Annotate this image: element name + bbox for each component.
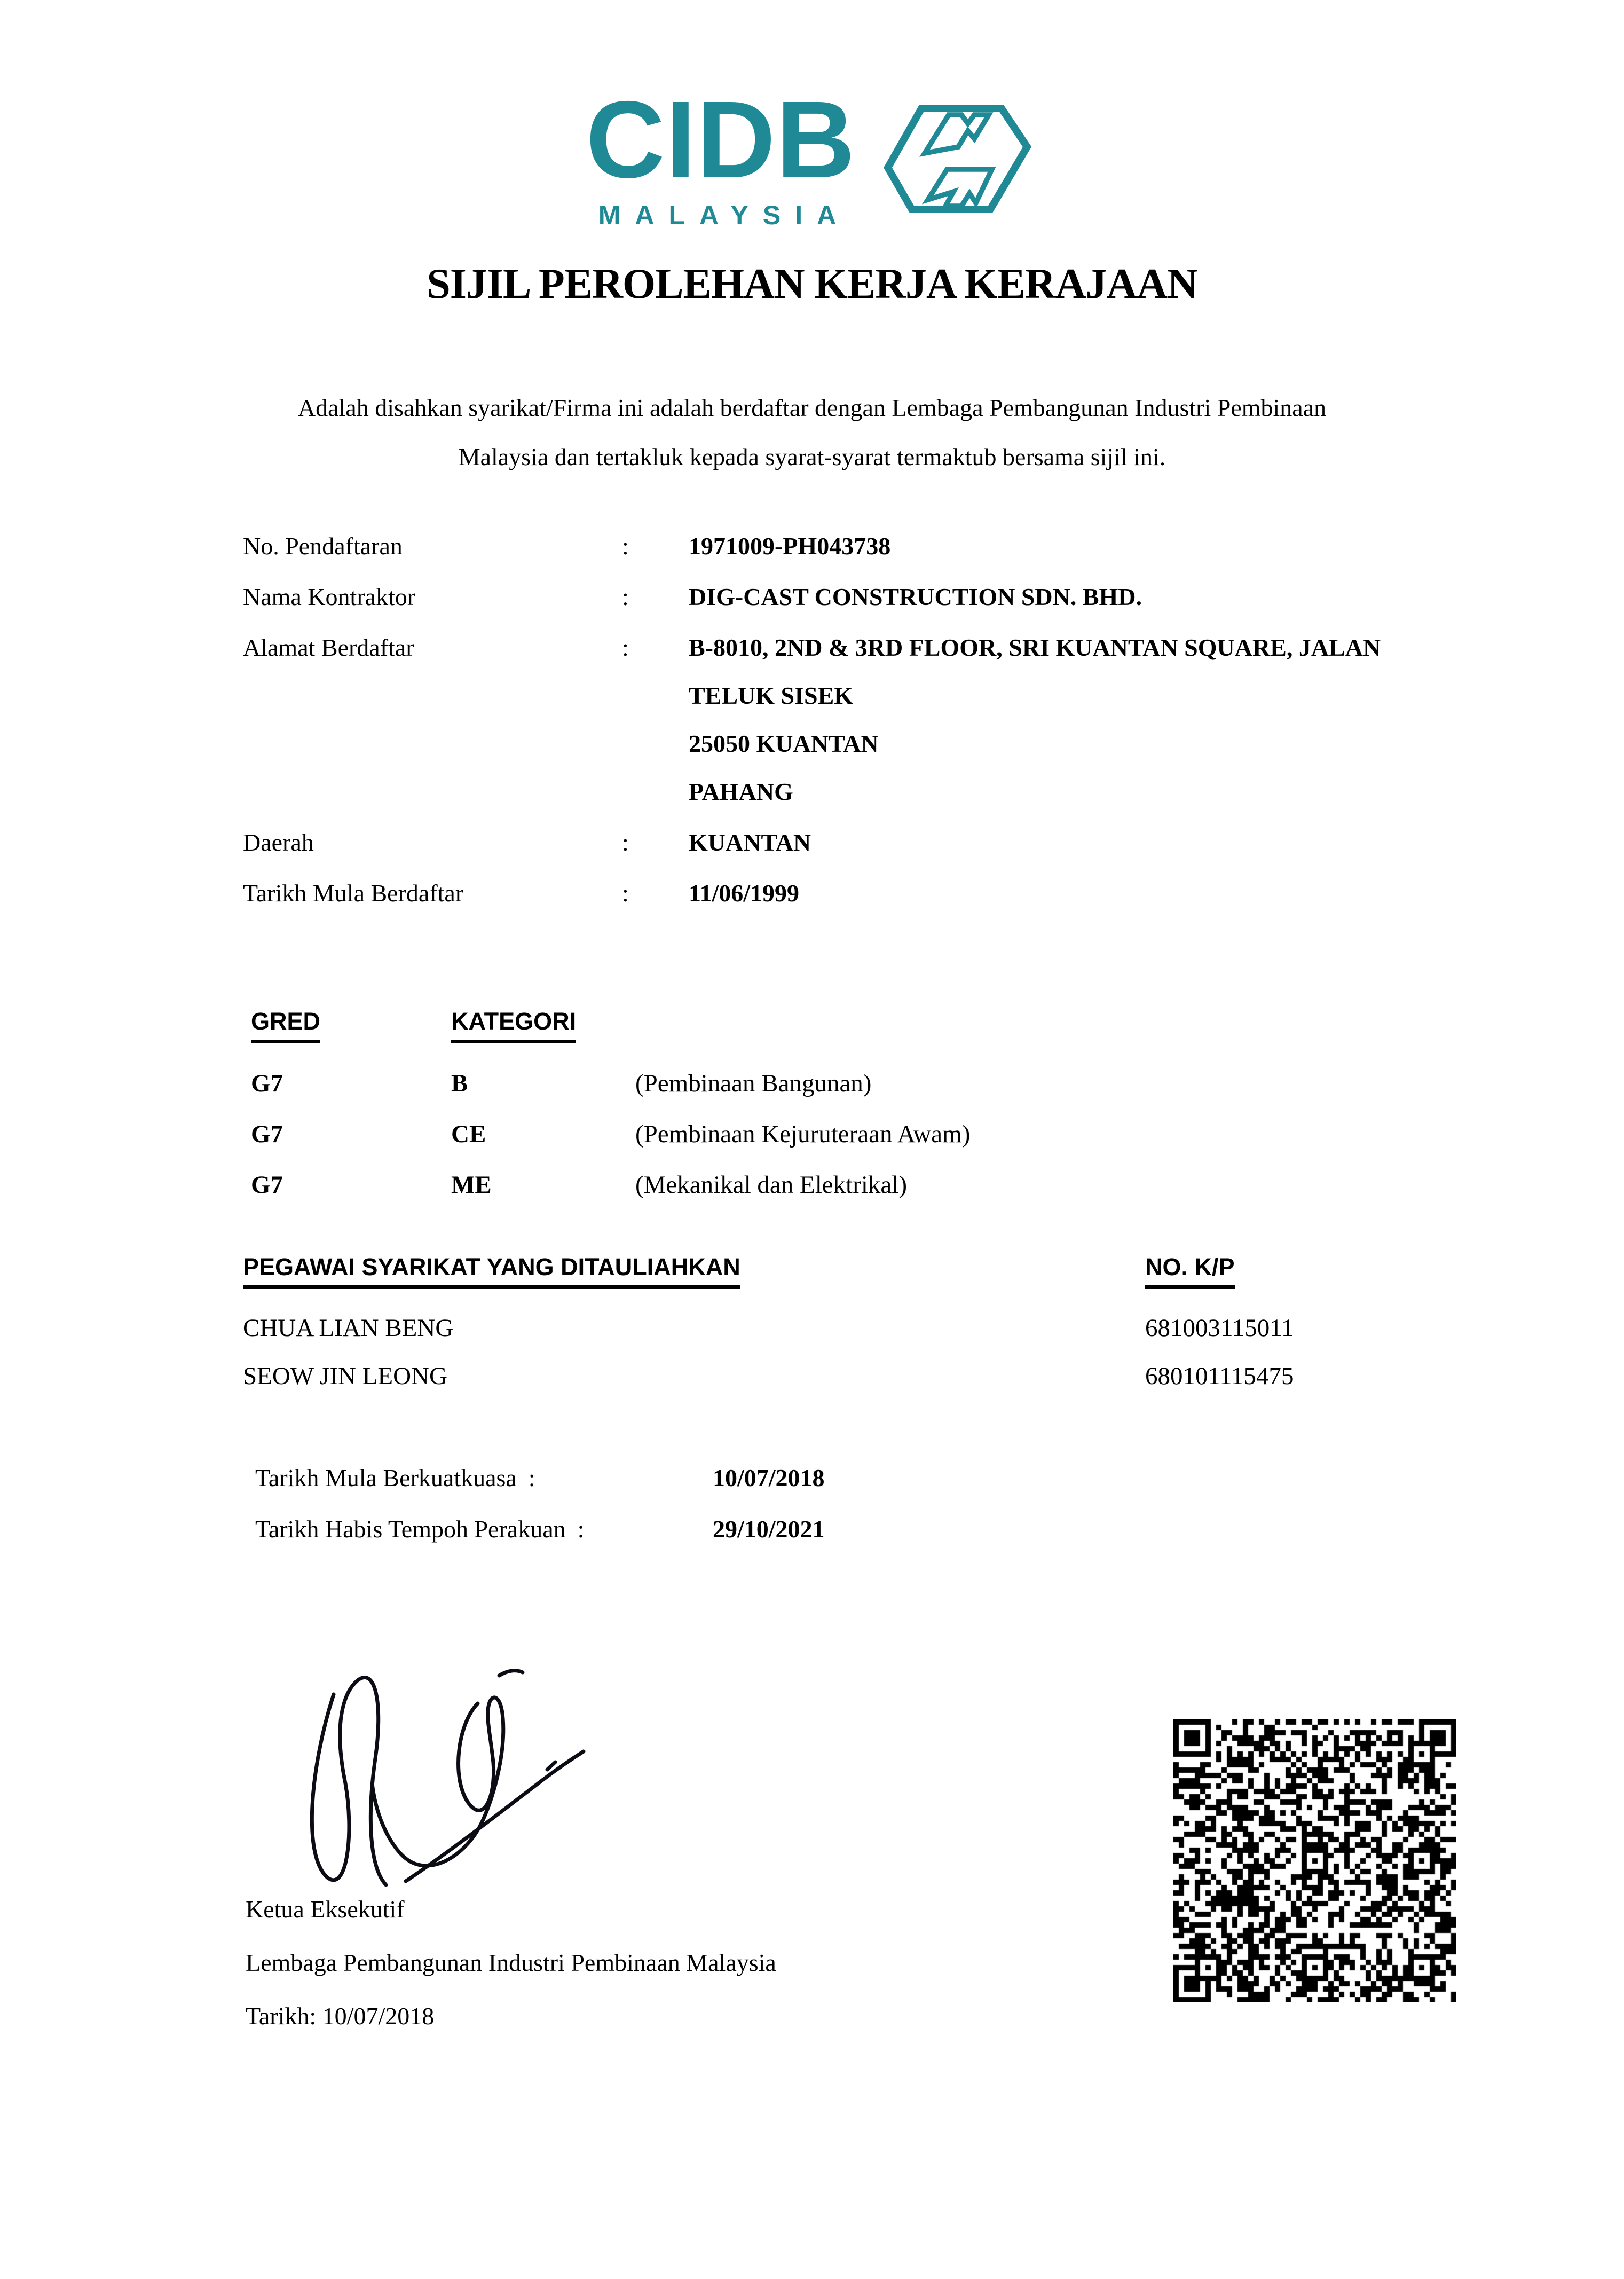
cidb-country-text: MALAYSIA: [598, 200, 851, 230]
registration-details: [243, 533, 1524, 931]
address-line-1: B-8010, 2ND & 3RD FLOOR, SRI KUANTAN SQUARE, JALAN: [689, 634, 1381, 661]
colon-separator: :: [577, 1515, 585, 1543]
colon-separator: :: [528, 1464, 535, 1491]
qr-code: [1173, 1719, 1456, 2002]
effective-date-value: 10/07/2018: [713, 1464, 825, 1491]
category-description: (Pembinaan Bangunan): [635, 1070, 872, 1097]
colon-separator: :: [622, 829, 629, 856]
address-line-2: TELUK SISEK: [689, 682, 854, 709]
registered-address-label: Alamat Berdaftar: [243, 634, 414, 661]
expiry-date-value: 29/10/2021: [713, 1515, 825, 1543]
officers-header-row: [243, 1254, 1391, 1291]
grade-row-b: [251, 1070, 1319, 1097]
signoff-block: [246, 1896, 776, 2056]
district-value: KUANTAN: [689, 829, 811, 856]
officer-ic-number: 680101115475: [1145, 1362, 1294, 1390]
expiry-date-row: [255, 1515, 1109, 1543]
colon-separator: :: [622, 879, 629, 907]
first-registered-date-value: 11/06/1999: [689, 879, 800, 907]
effective-date-row: [255, 1464, 1109, 1492]
signoff-role: Ketua Eksekutif: [246, 1896, 405, 1923]
effective-date-label: [255, 1464, 713, 1492]
contractor-name-value: DIG-CAST CONSTRUCTION SDN. BHD.: [689, 583, 1142, 610]
first-registered-date-label: Tarikh Mula Berdaftar: [243, 879, 464, 907]
grade-table-header: [251, 1008, 1319, 1043]
grade-row-ce: [251, 1121, 1319, 1148]
intro-line-1: Adalah disahkan syarikat/Firma ini adalah berdaftar dengan Lembaga Pembangunan Industri Pembinaan: [297, 394, 1327, 421]
intro-paragraph: [0, 383, 1624, 482]
cidb-brand-text: CIDB: [586, 78, 856, 201]
authorised-officers-section: [243, 1253, 1391, 1390]
intro-line-2: Malaysia dan tertakluk kepada syarat-syarat termaktub bersama sijil ini.: [458, 443, 1166, 470]
colon-separator: :: [622, 634, 629, 661]
gred-column-header: GRED: [251, 1008, 320, 1043]
officer-name: SEOW JIN LEONG: [243, 1362, 447, 1390]
cidb-logo: [0, 78, 1624, 245]
detail-row-contractor-name: [243, 584, 1524, 610]
address-line-4: PAHANG: [689, 778, 793, 805]
officer-row: [243, 1315, 1391, 1341]
address-line-3: 25050 KUANTAN: [689, 730, 879, 757]
officer-row: [243, 1363, 1391, 1389]
grade-row-me: [251, 1172, 1319, 1198]
chief-executive-signature: [248, 1644, 595, 1900]
officers-column-header: PEGAWAI SYARIKAT YANG DITAULIAHKAN: [243, 1254, 740, 1289]
validity-dates-section: [255, 1464, 1109, 1567]
registered-address-value: [689, 634, 1524, 805]
ic-number-column-header: NO. K/P: [1145, 1254, 1235, 1289]
cidb-hexagon-logo-icon: [878, 97, 1038, 245]
detail-row-registered-address: [243, 634, 1524, 805]
signoff-date: Tarikh: 10/07/2018: [246, 2002, 435, 2030]
category-code: ME: [451, 1171, 492, 1199]
grade-value: G7: [251, 1070, 283, 1097]
registration-number-value: 1971009-PH043738: [689, 532, 891, 560]
contractor-name-label: Nama Kontraktor: [243, 583, 416, 610]
grade-category-table: [251, 1008, 1319, 1222]
detail-row-registration-number: [243, 533, 1524, 559]
registration-number-label: No. Pendaftaran: [243, 532, 403, 560]
detail-row-first-registered-date: [243, 880, 1524, 906]
category-description: (Mekanikal dan Elektrikal): [635, 1171, 907, 1199]
category-description: (Pembinaan Kejuruteraan Awam): [635, 1120, 971, 1148]
category-code: B: [451, 1070, 468, 1097]
effective-date-label-text: Tarikh Mula Berkuatkuasa: [255, 1464, 517, 1491]
officer-ic-number: 681003115011: [1145, 1314, 1294, 1342]
kategori-column-header: KATEGORI: [451, 1008, 576, 1043]
officer-name: CHUA LIAN BENG: [243, 1314, 454, 1342]
expiry-date-label: [255, 1515, 713, 1543]
grade-value: G7: [251, 1171, 283, 1199]
signoff-organisation: Lembaga Pembangunan Industri Pembinaan Malaysia: [246, 1949, 776, 1976]
detail-row-district: [243, 829, 1524, 855]
colon-separator: :: [622, 532, 629, 560]
certificate-title: SIJIL PEROLEHAN KERJA KERAJAAN: [427, 261, 1197, 308]
colon-separator: :: [622, 583, 629, 610]
grade-value: G7: [251, 1120, 283, 1148]
cidb-logo-text: [586, 78, 856, 231]
category-code: CE: [451, 1120, 486, 1148]
district-label: Daerah: [243, 829, 314, 856]
expiry-date-label-text: Tarikh Habis Tempoh Perakuan: [255, 1515, 566, 1543]
